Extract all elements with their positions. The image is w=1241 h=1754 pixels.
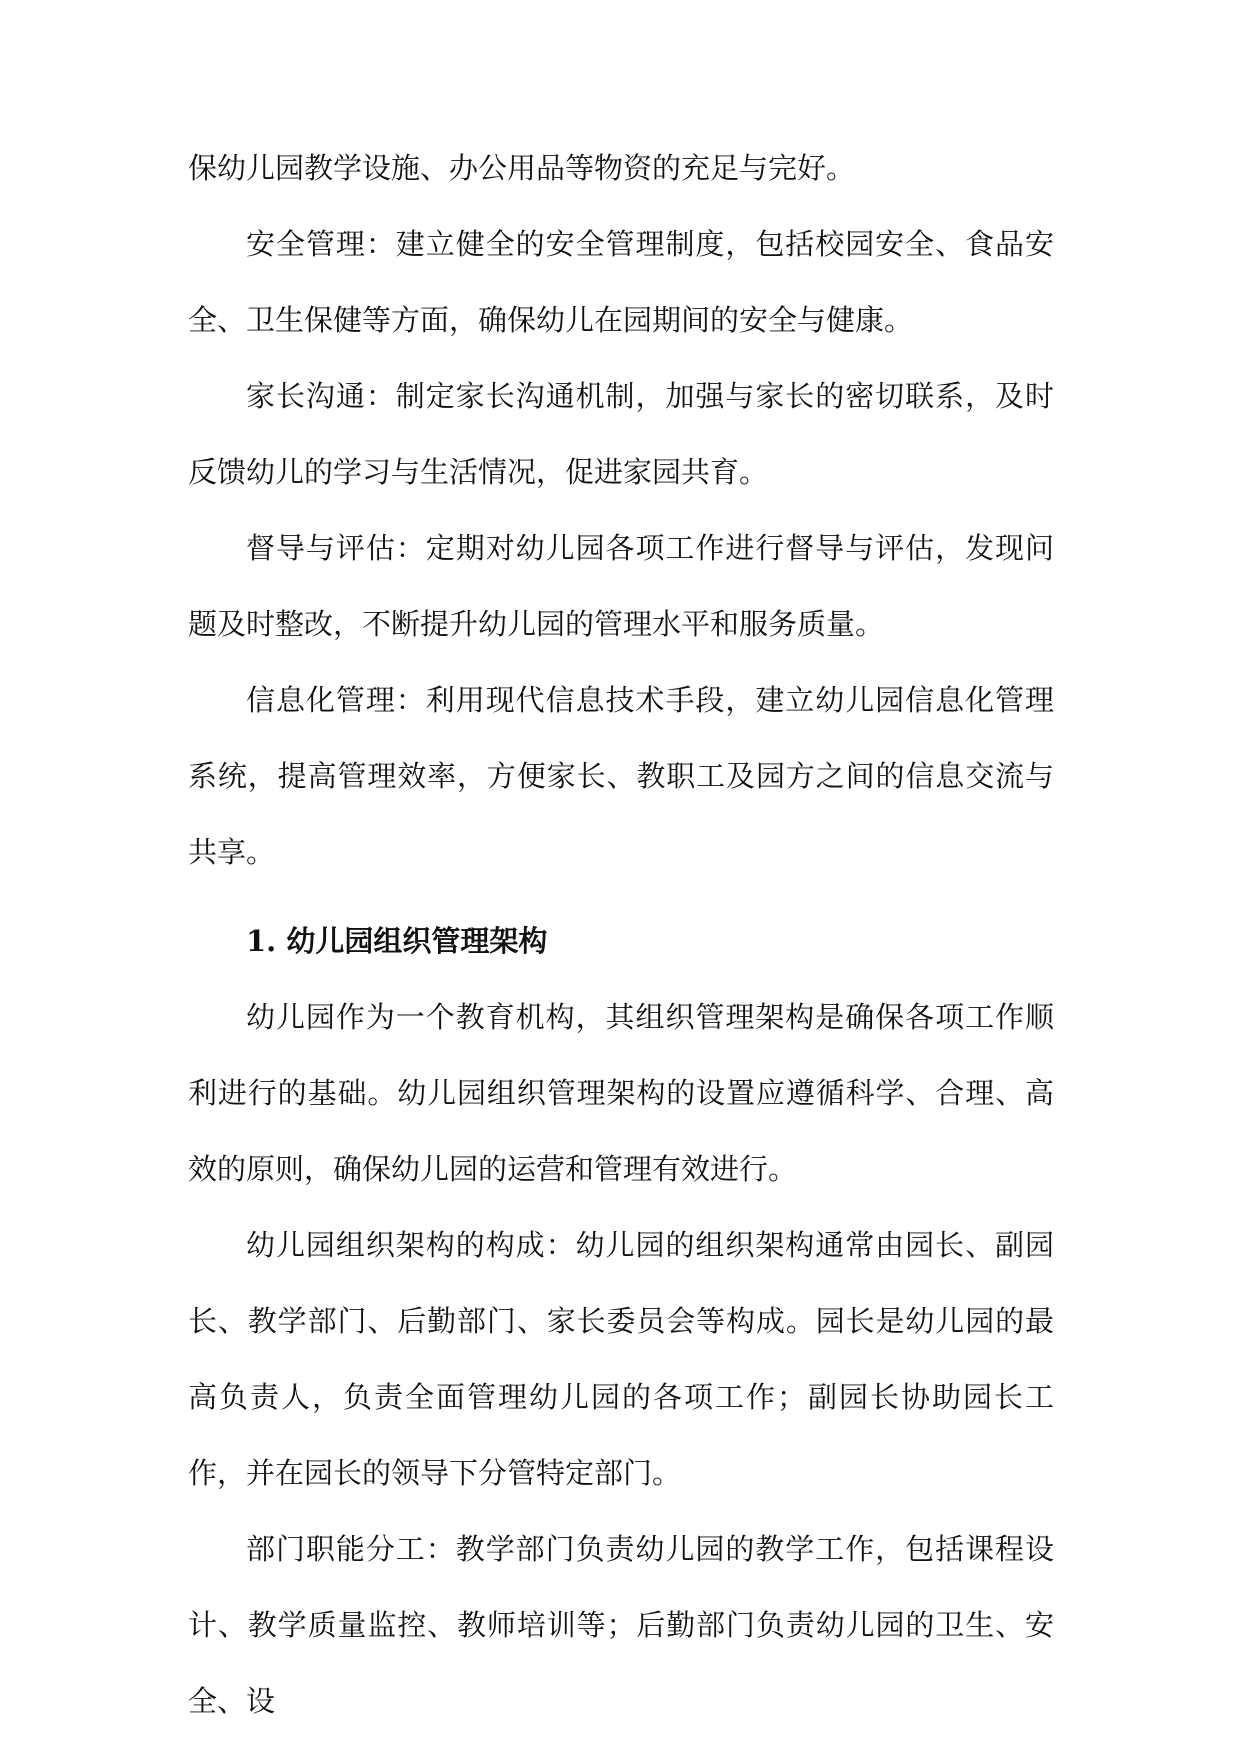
paragraph-department-duties: 部门职能分工：教学部门负责幼儿园的教学工作，包括课程设计、教学质量监控、教师培训等；后勤部门负责幼儿园的卫生、安全、设: [188, 1532, 1054, 1718]
paragraph-parent-communication: 家长沟通：制定家长沟通机制，加强与家长的密切联系，及时反馈幼儿的学习与生活情况，促进家园共育。: [188, 379, 1054, 489]
paragraph-org-composition: 幼儿园组织架构的构成：幼儿园的组织架构通常由园长、副园长、教学部门、后勤部门、家长委员会等构成。园长是幼儿园的最高负责人，负责全面管理幼儿园的各项工作；副园长协助园长工作，并在园长的领导下分管特定部门。: [188, 1228, 1054, 1490]
document-page: [188, 130, 1054, 1739]
paragraph-information-management: 信息化管理：利用现代信息技术手段，建立幼儿园信息化管理系统，提高管理效率，方便家长、教职工及园方之间的信息交流与共享。: [188, 683, 1054, 869]
paragraph-supervision-evaluation: 督导与评估：定期对幼儿园各项工作进行督导与评估，发现问题及时整改，不断提升幼儿园的管理水平和服务质量。: [188, 531, 1054, 641]
paragraph-org-intro: 幼儿园作为一个教育机构，其组织管理架构是确保各项工作顺利进行的基础。幼儿园组织管理架构的设置应遵循科学、合理、高效的原则，确保幼儿园的运营和管理有效进行。: [188, 1000, 1054, 1186]
section-heading: 1. 幼儿园组织管理架构: [246, 924, 548, 958]
paragraph-safety-management: 安全管理：建立健全的安全管理制度，包括校园安全、食品安全、卫生保健等方面，确保幼儿在园期间的安全与健康。: [188, 227, 1054, 337]
paragraph-continuation: 保幼儿园教学设施、办公用品等物资的充足与完好。: [188, 151, 856, 185]
